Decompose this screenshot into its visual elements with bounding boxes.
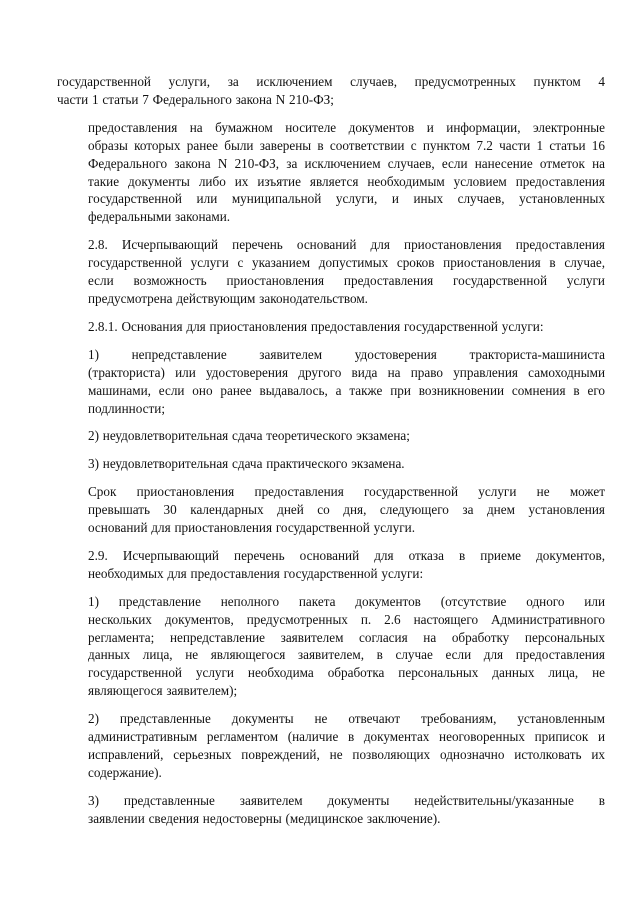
text-line: 3) представленные заявителем документы недействительны/указанные в — [88, 792, 605, 808]
text-line: нескольких документов, предусмотренных п. 2.6 настоящего Административного — [88, 611, 605, 627]
text-line: 2.8.1. Основания для приостановления предоставления государственной услуги: — [88, 318, 544, 334]
text-line: подлинности; — [88, 400, 165, 416]
text-line: предусмотрена действующим законодательством. — [88, 290, 368, 306]
text-line: государственной услуги, за исключением случаев, предусмотренных пунктом 4 — [57, 74, 605, 89]
text-line: данных лица, не являющегося заявителем, в случае если для предоставления — [88, 647, 605, 663]
paragraph-suspension-term — [57, 483, 605, 537]
paragraph-section-2-8-1 — [57, 318, 605, 336]
paragraph-section-2-8 — [57, 236, 605, 308]
text-line: государственной услуги с указанием допустимых сроков приостановления в случае, — [88, 255, 605, 271]
text-line: 3) неудовлетворительная сдача практического экзамена. — [88, 456, 405, 472]
text-line: необходимых для предоставления государственной услуги: — [88, 565, 424, 581]
text-line: машинами, если оно ранее выдавалось, а также при возникновении сомнения в его — [88, 382, 605, 398]
text-line: федеральными законами. — [88, 209, 231, 225]
text-line: 2.9. Исчерпывающий перечень оснований для отказа в приеме документов, — [88, 547, 605, 563]
paragraph-paper-documents — [57, 119, 605, 226]
text-line: административным регламентом (наличие в документах неоговоренных приписок и — [88, 729, 605, 745]
text-line: являющегося заявителем); — [88, 683, 238, 699]
text-line: регламента; непредставление заявителем согласия на обработку персональных — [88, 629, 605, 645]
text-line: части 1 статьи 7 Федерального закона N 210-ФЗ; — [57, 91, 334, 107]
paragraph-continuation — [57, 73, 605, 109]
text-line: такие документы либо их изъятие является необходимым условием предоставления — [88, 173, 605, 189]
text-line: государственной услуги необходима обработка персональных данных лица, не — [88, 665, 605, 681]
text-line: содержание). — [88, 764, 162, 780]
paragraph-item-1-license — [57, 346, 605, 418]
text-line: образы которых ранее были заверены в соответствии с пунктом 7.2 части 1 статьи 16 — [88, 137, 605, 153]
text-line: государственной или муниципальной услуги, и иных случаев, установленных — [88, 191, 605, 207]
text-line: Федерального закона N 210-ФЗ, за исключением случаев, если нанесение отметок на — [88, 155, 605, 171]
text-line: оснований для приостановления государственной услуги. — [88, 520, 415, 536]
paragraph-refusal-item-1 — [57, 593, 605, 700]
paragraph-item-3-practical-exam — [57, 455, 605, 473]
text-line: 1) непредставление заявителем удостоверения тракториста-машиниста — [88, 346, 605, 362]
paragraph-refusal-item-3 — [57, 792, 605, 828]
text-line: (тракториста) или удостоверения другого вида на право управления самоходными — [88, 364, 605, 380]
text-line: предоставления на бумажном носителе документов и информации, электронные — [88, 119, 605, 135]
text-line: заявлении сведения недостоверны (медицинское заключение). — [88, 810, 441, 826]
text-line: 2.8. Исчерпывающий перечень оснований для приостановления предоставления — [88, 237, 605, 253]
text-line: 2) представленные документы не отвечают требованиям, установленным — [88, 711, 605, 727]
document-body — [57, 73, 605, 838]
paragraph-refusal-item-2 — [57, 710, 605, 782]
paragraph-item-2-theory-exam — [57, 427, 605, 445]
text-line: 1) представление неполного пакета документов (отсутствие одного или — [88, 593, 605, 609]
text-line: Срок приостановления предоставления государственной услуги не может — [88, 484, 605, 500]
text-line: исправлений, серьезных повреждений, не позволяющих однозначно истолковать их — [88, 747, 605, 762]
paragraph-section-2-9 — [57, 547, 605, 583]
text-line: превышать 30 календарных дней со дня, следующего за днем установления — [88, 502, 605, 518]
text-line: если возможность приостановления предоставления государственной услуги — [88, 273, 605, 289]
text-line: 2) неудовлетворительная сдача теоретического экзамена; — [88, 428, 410, 444]
